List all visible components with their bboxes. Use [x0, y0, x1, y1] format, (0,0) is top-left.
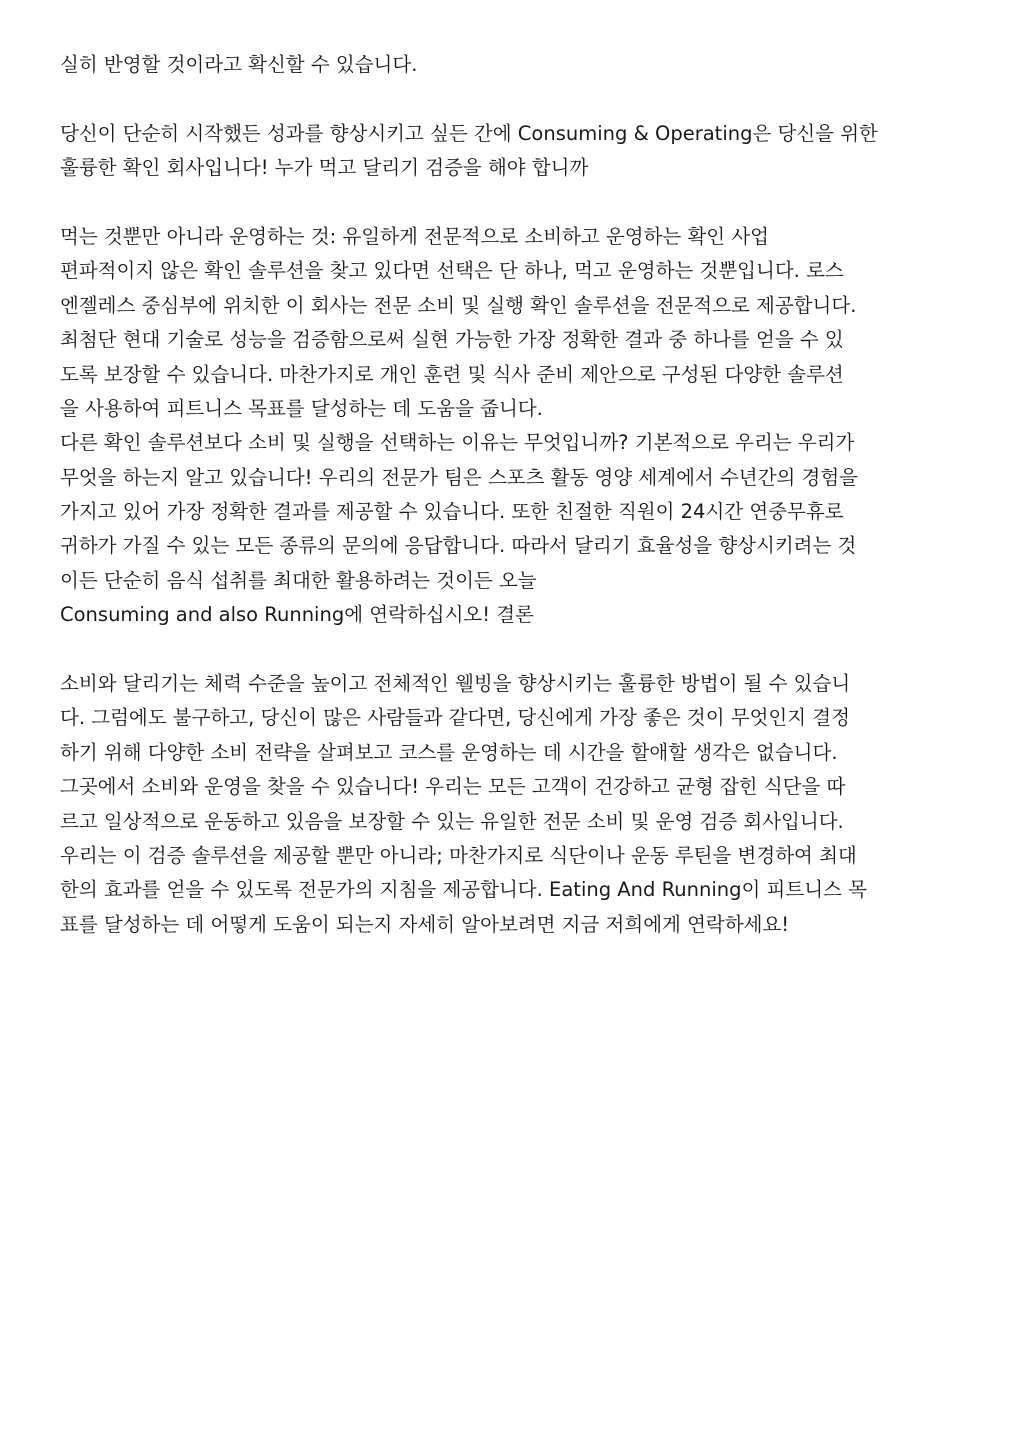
text-line: 엔젤레스 중심부에 위치한 이 회사는 전문 소비 및 실행 확인 솔루션을 전문적으로 제공합니다.: [60, 293, 857, 317]
text-line: 귀하가 가질 수 있는 모든 종류의 문의에 응답합니다. 따라서 달리기 효율성을 향상시키려는 것: [60, 534, 857, 558]
text-line: 가지고 있어 가장 정확한 결과를 제공할 수 있습니다. 또한 친절한 직원이 24시간 연중무휴로: [60, 500, 844, 524]
paragraph-gap: [60, 82, 972, 116]
text-line: 훌륭한 확인 회사입니다! 누가 먹고 달리기 검증을 해야 합니까: [60, 156, 589, 180]
text-line: 당신이 단순히 시작했든 성과를 향상시키고 싶든 간에 Consuming & Operating은 당신을 위한: [60, 121, 878, 145]
text-line: 우리는 이 검증 솔루션을 제공할 뿐만 아니라; 마찬가지로 식단이나 운동 루틴을 변경하여 최대: [60, 843, 857, 867]
text-line: 다. 그럼에도 불구하고, 당신이 많은 사람들과 같다면, 당신에게 가장 좋은 것이 무엇인지 결정: [60, 706, 850, 730]
text-line: 무엇을 하는지 알고 있습니다! 우리의 전문가 팀은 스포츠 활동 영양 세계에서 수년간의 경험을: [60, 465, 859, 489]
text-line: 표를 달성하는 데 어떻게 도움이 되는지 자세히 알아보려면 지금 저희에게 연락하세요!: [60, 912, 790, 936]
text-line: 실히 반영할 것이라고 확신할 수 있습니다.: [60, 53, 418, 76]
text-line: 소비와 달리기는 체력 수준을 높이고 전체적인 웰빙을 향상시키는 훌륭한 방법이 될 수 있습니: [60, 672, 851, 696]
text-line: 다른 확인 솔루션보다 소비 및 실행을 선택하는 이유는 무엇입니까? 기본적으로 우리는 우리가: [60, 431, 855, 455]
text-line: 한의 효과를 얻을 수 있도록 전문가의 지침을 제공합니다. Eating And Running이 피트니스 목: [60, 878, 867, 902]
text-line: 을 사용하여 피트니스 목표를 달성하는 데 도움을 줍니다.: [60, 396, 543, 420]
text-line: 이든 단순히 음식 섭취를 최대한 활용하려는 것이든 오늘: [60, 568, 537, 592]
text-line: 그곳에서 소비와 운영을 찾을 수 있습니다! 우리는 모든 고객이 건강하고 균형 잡힌 식단을 따: [60, 775, 846, 799]
document-page: [60, 48, 972, 942]
text-line: 편파적이지 않은 확인 솔루션을 찾고 있다면 선택은 단 하나, 먹고 운영하는 것뿐입니다. 로스: [60, 259, 844, 283]
text-line: 하기 위해 다양한 소비 전략을 살펴보고 코스를 운영하는 데 시간을 할애할 생각은 없습니다.: [60, 740, 838, 764]
text-line: 도록 보장할 수 있습니다. 마찬가지로 개인 훈련 및 식사 준비 제안으로 구성된 다양한 솔루션: [60, 362, 844, 386]
text-line: 르고 일상적으로 운동하고 있음을 보장할 수 있는 유일한 전문 소비 및 운영 검증 회사입니다.: [60, 809, 844, 833]
text-line: Consuming and also Running에 연락하십시오! 결론: [60, 603, 534, 627]
paragraph-gap: [60, 186, 972, 220]
text-line: 최첨단 현대 기술로 성능을 검증함으로써 실현 가능한 가장 정확한 결과 중 하나를 얻을 수 있: [60, 328, 844, 352]
paragraph-gap: [60, 633, 972, 667]
section-heading: 먹는 것뿐만 아니라 운영하는 것: 유일하게 전문적으로 소비하고 운영하는 확인 사업: [60, 224, 770, 248]
